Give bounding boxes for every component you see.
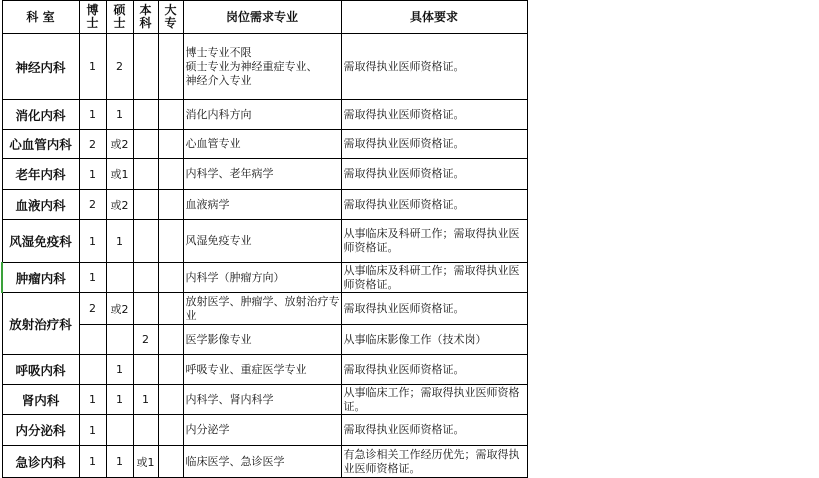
requirement-cell: 需取得执业医师资格证。 (341, 415, 527, 446)
college-cell (158, 446, 183, 478)
master-cell: 或2 (106, 190, 133, 220)
table-row (2, 446, 527, 478)
master-cell: 或2 (106, 130, 133, 159)
header-major: 岗位需求专业 (183, 1, 341, 34)
requirement-cell: 从事临床及科研工作；需取得执业医师资格证。 (341, 220, 527, 263)
college-cell (158, 263, 183, 293)
master-cell: 1 (106, 385, 133, 415)
table-row (2, 385, 527, 415)
dept-cell: 急诊内科 (2, 446, 79, 478)
dept-cell: 呼吸内科 (2, 355, 79, 385)
bachelor-cell (133, 34, 158, 100)
dept-cell: 肿瘤内科 (2, 263, 79, 293)
requirement-cell: 需取得执业医师资格证。 (341, 293, 527, 325)
table-row (2, 130, 527, 159)
requirement-cell: 需取得执业医师资格证。 (341, 159, 527, 190)
table-row (2, 415, 527, 446)
major-cell: 内科学、肾内科学 (183, 385, 341, 415)
phd-cell (79, 355, 106, 385)
major-cell: 放射医学、肿瘤学、放射治疗专业 (183, 293, 341, 325)
recruitment-table (1, 0, 528, 478)
college-cell (158, 130, 183, 159)
bachelor-cell (133, 220, 158, 263)
major-cell: 心血管专业 (183, 130, 341, 159)
table-row (2, 355, 527, 385)
phd-cell: 2 (79, 190, 106, 220)
phd-cell (79, 325, 106, 355)
bachelor-cell: 2 (133, 325, 158, 355)
major-cell: 风湿免疫专业 (183, 220, 341, 263)
major-cell: 医学影像专业 (183, 325, 341, 355)
college-cell (158, 220, 183, 263)
phd-cell: 1 (79, 263, 106, 293)
dept-cell: 血液内科 (2, 190, 79, 220)
college-cell (158, 293, 183, 325)
phd-cell: 2 (79, 130, 106, 159)
bachelor-cell (133, 190, 158, 220)
table-row (2, 159, 527, 190)
phd-cell: 1 (79, 34, 106, 100)
phd-cell: 1 (79, 220, 106, 263)
table-row (2, 190, 527, 220)
dept-cell: 肾内科 (2, 385, 79, 415)
major-cell: 呼吸专业、重症医学专业 (183, 355, 341, 385)
header-college: 大 专 (158, 1, 183, 34)
requirement-cell: 需取得执业医师资格证。 (341, 130, 527, 159)
requirement-cell: 从事临床及科研工作；需取得执业医师资格证。 (341, 263, 527, 293)
phd-cell: 1 (79, 446, 106, 478)
college-cell (158, 385, 183, 415)
table-row (2, 263, 527, 293)
requirement-cell: 有急诊相关工作经历优先；需取得执业医师资格证。 (341, 446, 527, 478)
dept-cell: 神经内科 (2, 34, 79, 100)
table-row (2, 325, 527, 355)
header-master: 硕 士 (106, 1, 133, 34)
table-row (2, 100, 527, 130)
requirement-cell: 需取得执业医师资格证。 (341, 100, 527, 130)
requirement-cell: 从事临床工作；需取得执业医师资格证。 (341, 385, 527, 415)
requirement-cell: 需取得执业医师资格证。 (341, 355, 527, 385)
major-cell: 内科学（肿瘤方向） (183, 263, 341, 293)
requirement-cell: 从事临床影像工作（技术岗） (341, 325, 527, 355)
major-cell: 血液病学 (183, 190, 341, 220)
phd-cell: 1 (79, 415, 106, 446)
requirement-cell: 需取得执业医师资格证。 (341, 34, 527, 100)
major-cell: 内科学、老年病学 (183, 159, 341, 190)
table-row (2, 34, 527, 100)
bachelor-cell (133, 130, 158, 159)
college-cell (158, 415, 183, 446)
master-cell: 2 (106, 34, 133, 100)
dept-cell: 心血管内科 (2, 130, 79, 159)
master-cell: 或1 (106, 159, 133, 190)
master-cell: 1 (106, 446, 133, 478)
header-phd: 博 士 (79, 1, 106, 34)
phd-cell: 2 (79, 293, 106, 325)
college-cell (158, 34, 183, 100)
header-row (2, 1, 527, 34)
college-cell (158, 355, 183, 385)
master-cell (106, 415, 133, 446)
header-dept: 科 室 (2, 1, 79, 34)
dept-cell: 风湿免疫科 (2, 220, 79, 263)
phd-cell: 1 (79, 385, 106, 415)
major-cell: 消化内科方向 (183, 100, 341, 130)
master-cell: 1 (106, 355, 133, 385)
bachelor-cell (133, 100, 158, 130)
master-cell (106, 263, 133, 293)
major-cell: 内分泌学 (183, 415, 341, 446)
college-cell (158, 190, 183, 220)
master-cell: 或2 (106, 293, 133, 325)
bachelor-cell (133, 293, 158, 325)
header-bachelor: 本 科 (133, 1, 158, 34)
bachelor-cell: 或1 (133, 446, 158, 478)
bachelor-cell (133, 415, 158, 446)
dept-cell: 老年内科 (2, 159, 79, 190)
college-cell (158, 159, 183, 190)
dept-cell: 放射治疗科 (2, 293, 79, 355)
bachelor-cell (133, 355, 158, 385)
requirement-cell: 需取得执业医师资格证。 (341, 190, 527, 220)
college-cell (158, 325, 183, 355)
major-cell: 临床医学、急诊医学 (183, 446, 341, 478)
master-cell: 1 (106, 220, 133, 263)
phd-cell: 1 (79, 159, 106, 190)
phd-cell: 1 (79, 100, 106, 130)
header-requirement: 具体要求 (341, 1, 527, 34)
bachelor-cell: 1 (133, 385, 158, 415)
bachelor-cell (133, 159, 158, 190)
table-row (2, 220, 527, 263)
table-row (2, 293, 527, 325)
master-cell (106, 325, 133, 355)
bachelor-cell (133, 263, 158, 293)
master-cell: 1 (106, 100, 133, 130)
dept-cell: 内分泌科 (2, 415, 79, 446)
college-cell (158, 100, 183, 130)
dept-cell: 消化内科 (2, 100, 79, 130)
major-cell: 博士专业不限 硕士专业为神经重症专业、 神经介入专业 (183, 34, 341, 100)
